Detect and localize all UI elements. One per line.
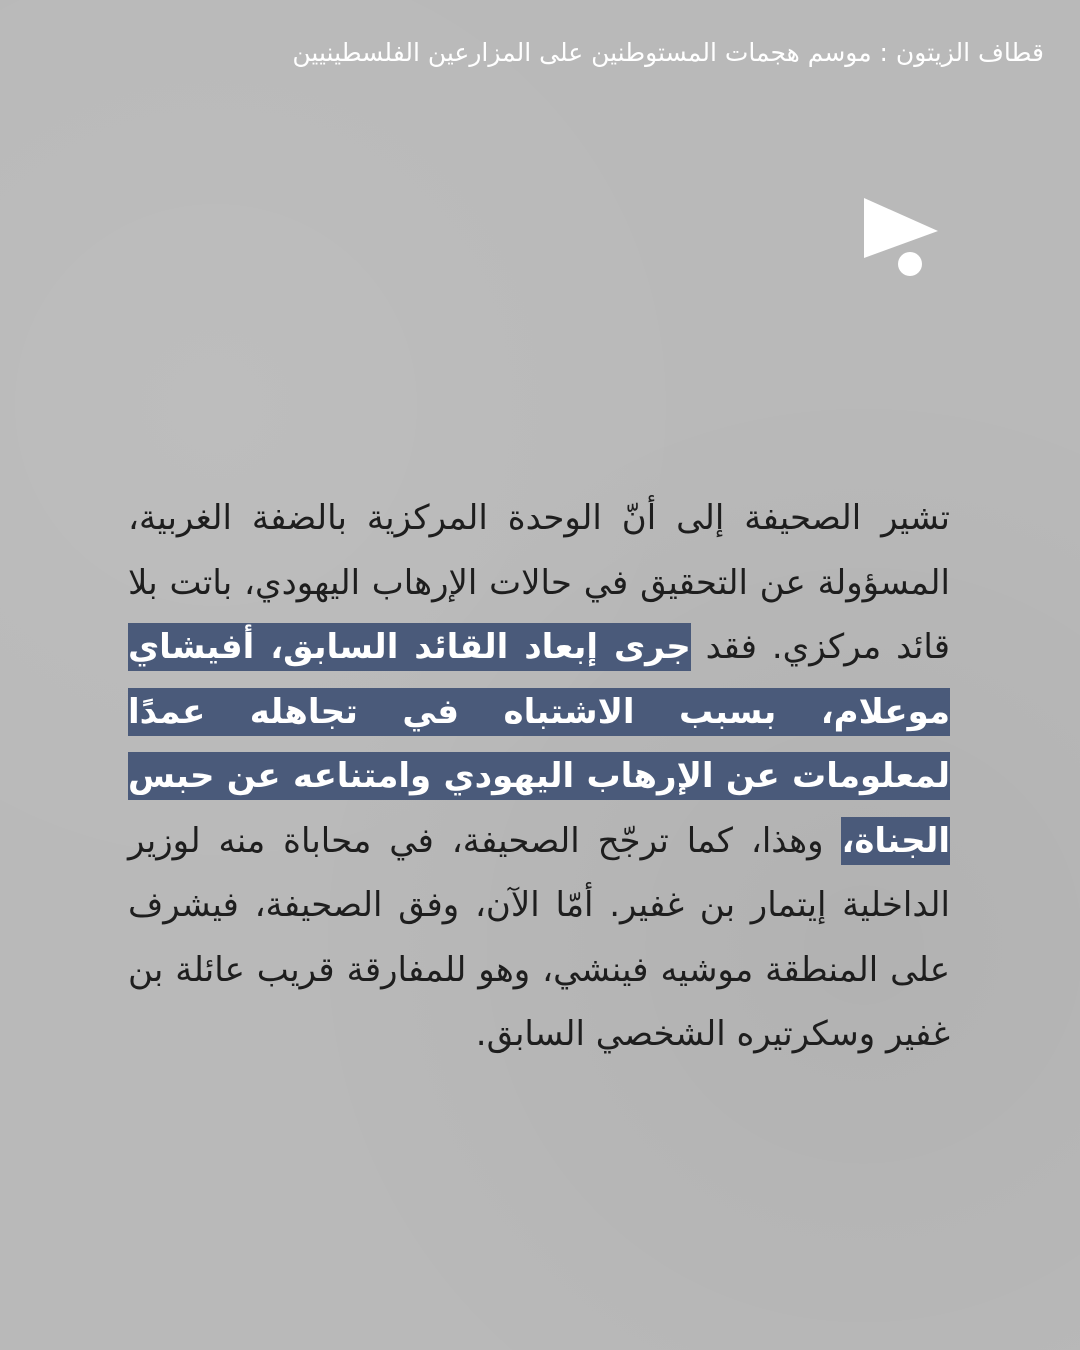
play-flag-dot-logo-icon <box>862 196 942 278</box>
highlighted-text: جرى إبعاد القائد السابق، أفيشاي موعلام، بسبب الاشتباه في تجاهله عمدًا لمعلومات عن الإرهاب اليهودي وامتناعه عن حبس الجناة، <box>128 623 950 865</box>
article-paragraph <box>128 486 950 1067</box>
article-text-before: تشير الصحيفة إلى أنّ الوحدة المركزية بالضفة الغربية، المسؤولة عن التحقيق في حالات الإرهاب اليهودي، باتت بلا قائد مركزي. فقد <box>128 498 950 667</box>
article-text-after: وهذا، كما ترجّح الصحيفة، في محاباة منه لوزير الداخلية إيتمار بن غفير. أمّا الآن، وفق الصحيفة، فيشرف على المنطقة موشيه فينشي، وهو للمفارقة قريب عائلة بن غفير وسكرتيره الشخصي السابق. <box>128 820 950 1054</box>
page-title: قطاف الزيتون : موسم هجمات المستوطنين على المزارعين الفلسطينيين <box>292 38 1044 67</box>
